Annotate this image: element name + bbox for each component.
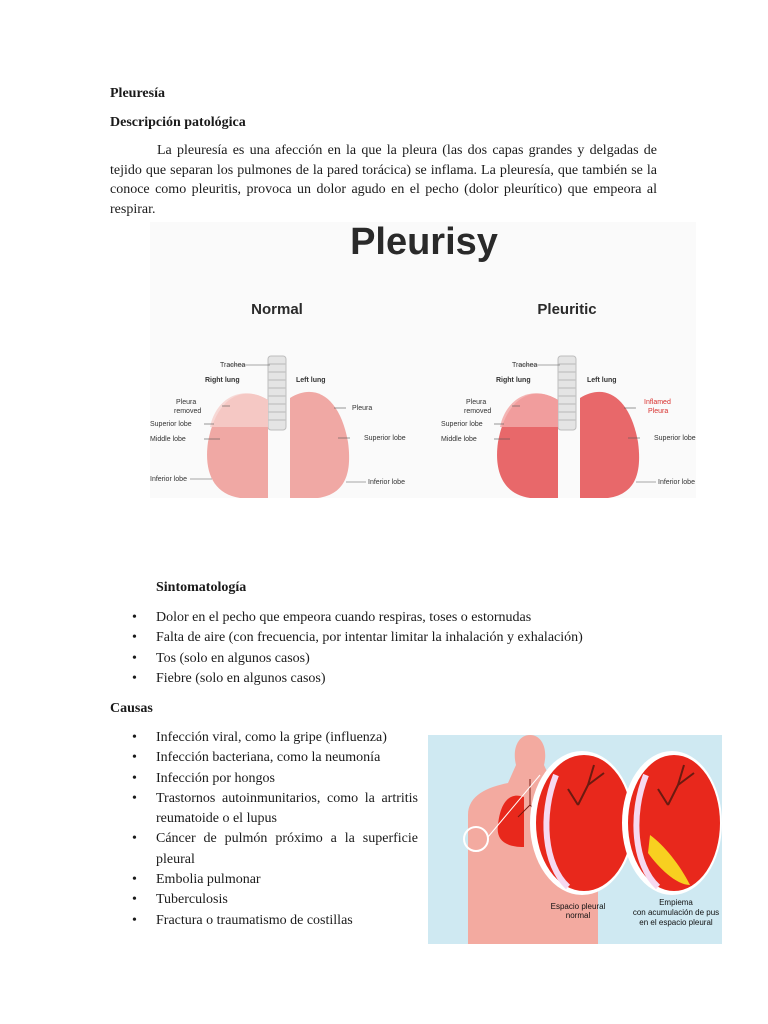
list-item: • Tuberculosis xyxy=(156,890,418,910)
section-heading-description: Descripción patológica xyxy=(110,115,246,130)
list-item: • Tos (solo en algunos casos) xyxy=(156,649,676,669)
list-item: • Cáncer de pulmón próximo a la superficie pleural xyxy=(156,829,418,870)
svg-text:Inferior lobe: Inferior lobe xyxy=(150,476,187,483)
svg-text:Inflamed: Inflamed xyxy=(644,399,671,406)
pleuritic-heading: Pleuritic xyxy=(537,301,597,318)
normal-heading: Normal xyxy=(251,301,303,318)
svg-text:normal: normal xyxy=(565,911,591,920)
svg-text:Superior lobe: Superior lobe xyxy=(150,421,192,428)
svg-text:con acumulación de pus: con acumulación de pus xyxy=(632,908,720,917)
svg-text:removed: removed xyxy=(174,408,202,415)
pleurisy-diagram xyxy=(150,222,696,498)
pleuritic-lungs xyxy=(441,356,696,498)
svg-text:Pleura: Pleura xyxy=(352,405,373,412)
empyema-illustration xyxy=(428,735,722,944)
list-item: • Dolor en el pecho que empeora cuando respiras, toses o estornudas xyxy=(156,608,676,628)
list-item: • Infección por hongos xyxy=(156,769,418,789)
section-heading-causes: Causas xyxy=(110,701,153,716)
svg-text:removed: removed xyxy=(464,408,492,415)
list-item: • Infección viral, como la gripe (influenza) xyxy=(156,728,418,748)
svg-text:en el espacio pleural: en el espacio pleural xyxy=(639,918,713,927)
svg-text:Superior lobe: Superior lobe xyxy=(441,421,483,428)
svg-text:Middle lobe: Middle lobe xyxy=(150,436,186,443)
svg-text:Right lung: Right lung xyxy=(205,377,240,384)
document-title: Pleuresía xyxy=(110,86,165,101)
svg-text:Superior lobe: Superior lobe xyxy=(364,435,406,442)
svg-text:Trachea: Trachea xyxy=(512,362,538,369)
normal-lungs xyxy=(150,356,406,498)
svg-text:Middle lobe: Middle lobe xyxy=(441,436,477,443)
section-heading-symptoms: Sintomatología xyxy=(156,580,247,595)
svg-text:Superior lobe: Superior lobe xyxy=(654,435,696,442)
svg-text:Pleura: Pleura xyxy=(466,399,487,406)
svg-text:Espacio pleural: Espacio pleural xyxy=(550,902,606,911)
description-paragraph: La pleuresía es una afección en la que la pleura (las dos capas grandes y delgadas de tejido que separan los pulmones de la pared torácica) se inflama. La pleuresía, que también se la conoce como pleuritis, provoca un dolor agudo en el pecho (dolor pleurítico) que empeora al respirar. xyxy=(110,143,657,217)
svg-text:Inferior lobe: Inferior lobe xyxy=(368,479,405,486)
svg-text:Trachea: Trachea xyxy=(220,362,246,369)
list-item: • Fractura o traumatismo de costillas xyxy=(156,911,418,931)
list-item: • Fiebre (solo en algunos casos) xyxy=(156,669,676,689)
list-item: • Embolia pulmonar xyxy=(156,870,418,890)
svg-text:Left lung: Left lung xyxy=(296,377,326,384)
svg-text:Inferior lobe: Inferior lobe xyxy=(658,479,695,486)
diagram-title: Pleurisy xyxy=(350,222,498,263)
svg-text:Empiema: Empiema xyxy=(659,898,693,907)
list-item: • Infección bacteriana, como la neumonía xyxy=(156,748,418,768)
svg-text:Pleura: Pleura xyxy=(176,399,197,406)
svg-text:Left lung: Left lung xyxy=(587,377,617,384)
list-item: • Falta de aire (con frecuencia, por intentar limitar la inhalación y exhalación) xyxy=(156,628,676,648)
svg-text:Pleura: Pleura xyxy=(648,408,669,415)
list-item: • Trastornos autoinmunitarios, como la artritis reumatoide o el lupus xyxy=(156,789,418,830)
svg-text:Right lung: Right lung xyxy=(496,377,531,384)
causes-list xyxy=(156,728,418,931)
symptoms-list xyxy=(156,608,676,689)
